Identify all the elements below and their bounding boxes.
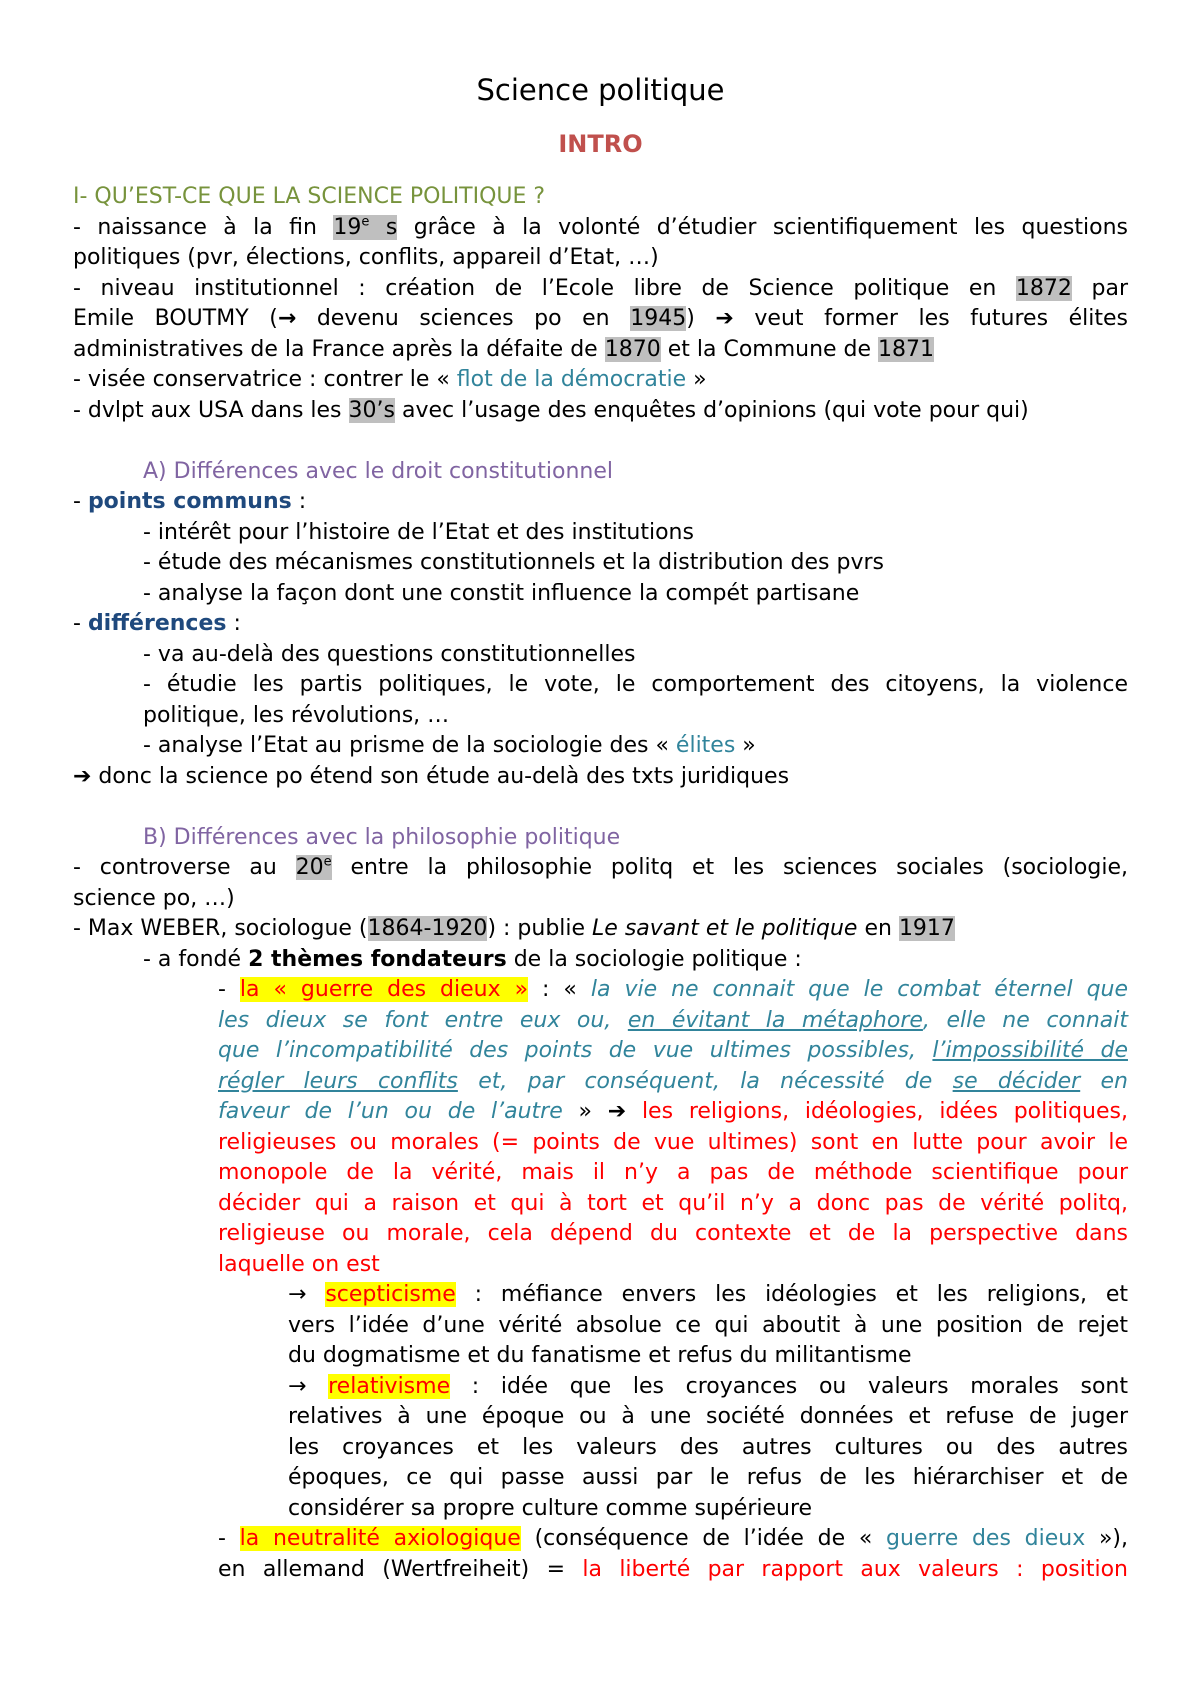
arrow-right-icon: ➔: [607, 1099, 627, 1124]
highlighted-date: 1917: [898, 916, 955, 941]
paragraph-line: religieuse ou morale, cela dépend du contexte et de la perspective dans: [218, 1221, 1128, 1246]
spacer: [73, 792, 1128, 823]
highlighted-term: scepticisme: [325, 1282, 456, 1307]
subsection-heading-b: B) Différences avec la philosophie politique: [143, 824, 621, 850]
paragraph-line: religieuses ou morales (= points de vue ultimes) sont en lutte pour avoir le: [218, 1129, 1128, 1155]
paragraph-line: décider qui a raison et qui à tort et qu’il n’y a donc pas de vérité politq,: [218, 1190, 1128, 1216]
bold-term: 2 thèmes fondateurs: [248, 946, 507, 972]
section-heading-1: I- QU’EST-CE QUE LA SCIENCE POLITIQUE ?: [73, 184, 546, 209]
teal-term: flot de la démocratie: [456, 367, 687, 392]
list-item: - analyse l’Etat au prisme de la sociologie des « élites »: [143, 733, 756, 758]
paragraph-line: Emile BOUTMY (→ devenu sciences po en 1945) ➔ veut former les futures élites: [73, 306, 1129, 331]
highlighted-date: 20e: [295, 854, 332, 880]
list-item: - analyse la façon dont une constit influence la compét partisane: [143, 580, 860, 606]
list-item: → relativisme : idée que les croyances ou valeurs morales sont: [288, 1373, 1128, 1399]
paragraph-line: - visée conservatrice : contrer le « flot de la démocratie »: [73, 367, 707, 392]
arrow-right-icon: ➔: [73, 763, 92, 789]
paragraph-line: relatives à une époque ou à une société données et refuse de juger: [288, 1404, 1128, 1429]
list-item: → scepticisme : méfiance envers les idéologies et les religions, et: [288, 1282, 1128, 1307]
quote-line: régler leurs conflits et, par conséquent, la nécessité de se décider en: [218, 1068, 1128, 1094]
paragraph-line: les croyances et les valeurs des autres cultures ou des autres: [288, 1434, 1128, 1460]
paragraph-line: science po, …): [73, 885, 235, 911]
paragraph-line: - naissance à la fin 19e s grâce à la volonté d’étudier scientifiquement les questions: [73, 214, 1128, 240]
spacer: [73, 426, 1128, 457]
quote-line: les dieux se font entre eux ou, en évitant la métaphore, elle ne connait: [218, 1007, 1128, 1033]
subsection-heading-a: A) Différences avec le droit constitutionnel: [143, 458, 613, 484]
list-item: - la neutralité axiologique (conséquence de l’idée de « guerre des dieux »),: [218, 1526, 1128, 1551]
list-item: - points communs :: [73, 489, 307, 514]
highlighted-date: 30’s: [348, 397, 395, 423]
highlighted-date: 1864-1920: [367, 916, 488, 941]
paragraph-line: politiques (pvr, élections, conflits, appareil d’Etat, …): [73, 245, 659, 270]
highlighted-date: 19e s: [333, 214, 398, 240]
paragraph-line: administratives de la France après la défaite de 1870 et la Commune de 1871: [73, 336, 935, 362]
paragraph-line: monopole de la vérité, mais il n’y a pas de méthode scientifique pour: [218, 1160, 1128, 1185]
teal-term: guerre des dieux: [886, 1526, 1086, 1551]
list-item: - différences :: [73, 611, 241, 636]
arrow-right-icon: →: [277, 306, 297, 331]
quote-line: que l’incompatibilité des points de vue ultimes possibles, l’impossibilité de: [218, 1038, 1128, 1063]
highlighted-term: relativisme: [328, 1373, 451, 1399]
paragraph-line: - Max WEBER, sociologue (1864-1920) : publie Le savant et le politique en 1917: [73, 916, 955, 941]
document-title: Science politique: [476, 73, 725, 107]
paragraph-line: époques, ce qui passe aussi par le refus de les hiérarchiser et de: [288, 1465, 1128, 1490]
paragraph-line: - controverse au 20e entre la philosophie politq et les sciences sociales (sociologie,: [73, 854, 1128, 880]
list-item: - va au-delà des questions constitutionnelles: [143, 641, 636, 667]
book-title: Le savant et le politique: [592, 916, 858, 941]
list-item: - étudie les partis politiques, le vote, le comportement des citoyens, la violence: [143, 672, 1128, 697]
paragraph-line: en allemand (Wertfreiheit) = la liberté par rapport aux valeurs : position: [218, 1556, 1129, 1582]
paragraph-line: - niveau institutionnel : création de l’Ecole libre de Science politique en 1872 par: [73, 275, 1129, 301]
list-item: - a fondé 2 thèmes fondateurs de la sociologie politique :: [143, 946, 802, 972]
paragraph-line: du dogmatisme et du fanatisme et refus du militantisme: [288, 1343, 912, 1368]
list-item: politique, les révolutions, …: [143, 702, 450, 728]
highlighted-date: 1945: [630, 306, 687, 331]
list-item: - étude des mécanismes constitutionnels et la distribution des pvrs: [143, 550, 884, 575]
teal-term: élites: [675, 733, 736, 758]
paragraph-line: vers l’idée d’une vérité absolue ce qui aboutit à une position de rejet: [288, 1312, 1128, 1338]
arrow-right-icon: ➔: [715, 306, 734, 331]
highlighted-term: la « guerre des dieux »: [239, 977, 529, 1002]
paragraph-line: laquelle on est: [218, 1251, 380, 1277]
highlighted-term: la neutralité axiologique: [239, 1526, 521, 1551]
highlighted-date: 1872: [1015, 275, 1072, 301]
arrow-right-icon: →: [288, 1373, 329, 1399]
arrow-right-icon: →: [288, 1282, 326, 1307]
paragraph-line: considérer sa propre culture comme supérieure: [288, 1495, 813, 1521]
paragraph-line: - dvlpt aux USA dans les 30’s avec l’usage des enquêtes d’opinions (qui vote pour qui): [73, 397, 1029, 423]
intro-heading: INTRO: [558, 130, 643, 158]
list-item: - intérêt pour l’histoire de l’Etat et des institutions: [143, 519, 694, 545]
bold-term: points communs: [87, 489, 292, 514]
bold-term: différences: [87, 611, 227, 636]
highlighted-date: 1870: [604, 336, 661, 362]
conclusion-line: ➔ donc la science po étend son étude au-delà des txts juridiques: [73, 763, 790, 789]
quote-line: faveur de l’un ou de l’autre » ➔ les religions, idéologies, idées politiques,: [218, 1099, 1128, 1124]
quote-line: - la « guerre des dieux » : « la vie ne connait que le combat éternel que: [218, 977, 1129, 1002]
highlighted-date: 1871: [878, 336, 935, 362]
